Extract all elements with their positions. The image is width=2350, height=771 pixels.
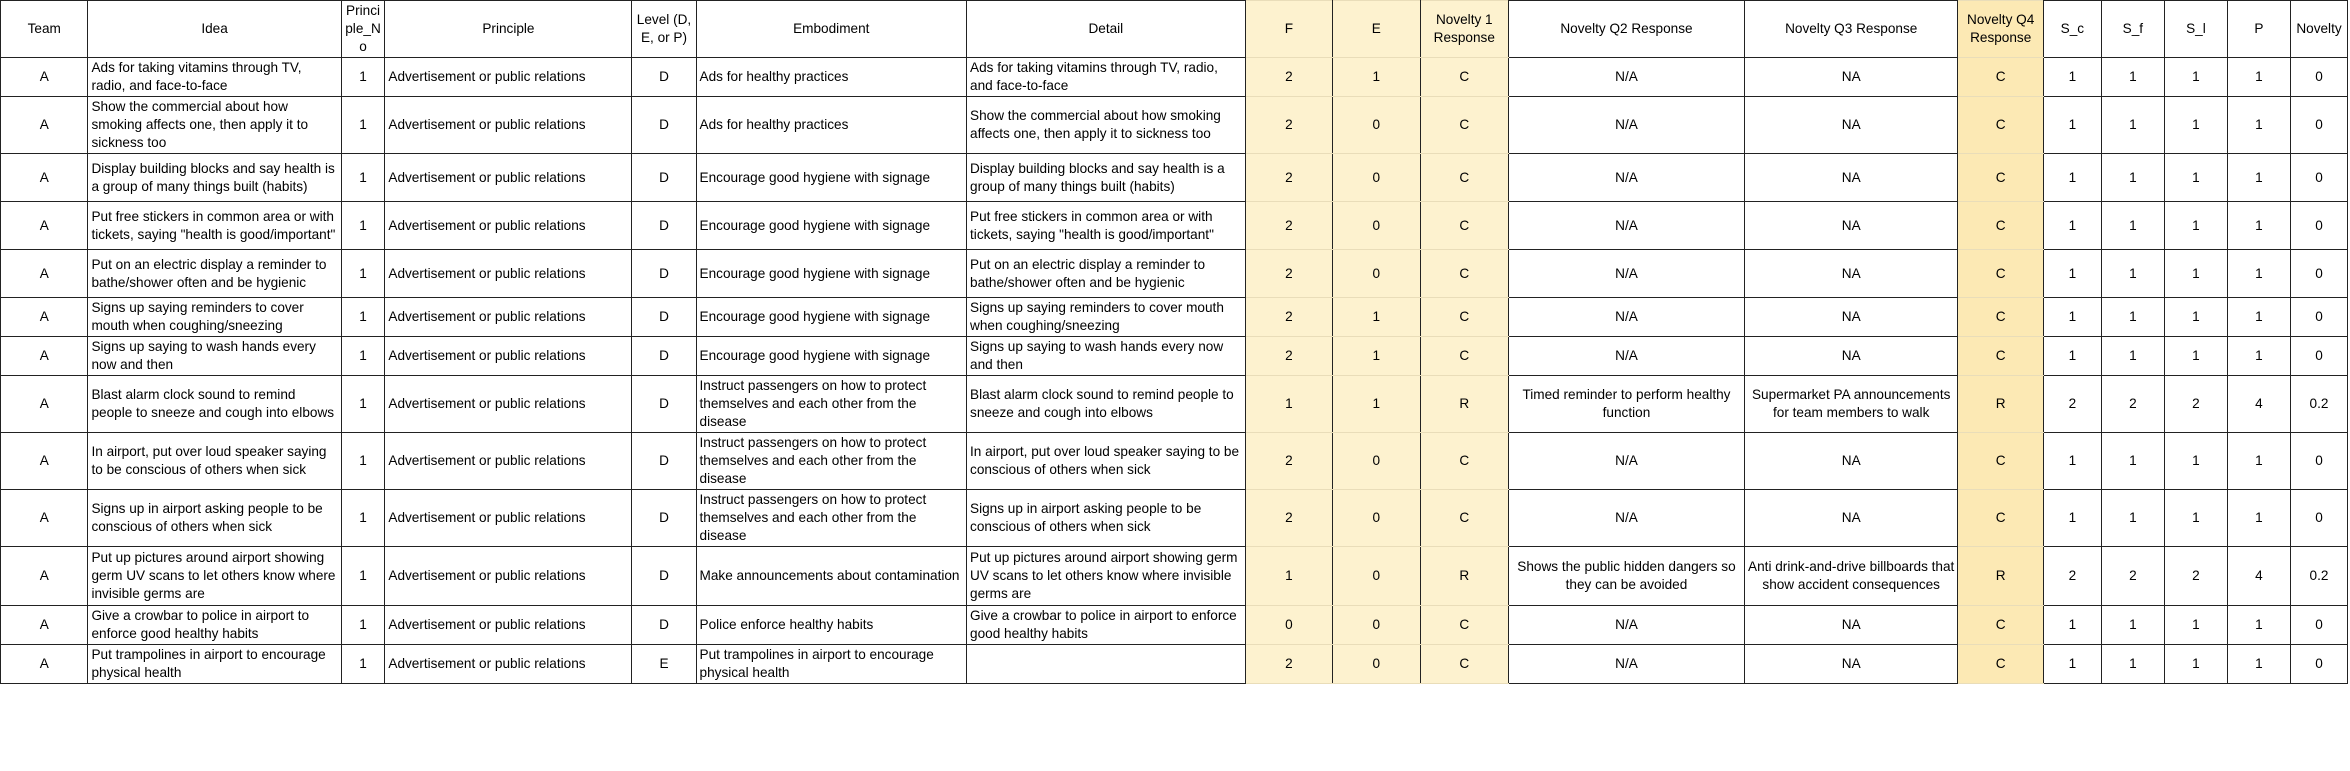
column-header-principle-no[interactable]: Principle_No [341, 1, 385, 58]
cell-embodiment[interactable]: Put trampolines in airport to encourage physical health [696, 645, 966, 684]
cell-detail[interactable]: In airport, put over loud speaker saying to be conscious of others when sick [967, 433, 1246, 490]
cell-e-score[interactable]: 1 [1333, 58, 1420, 97]
cell-s-l[interactable]: 1 [2164, 606, 2227, 645]
cell-s-l[interactable]: 2 [2164, 376, 2227, 433]
cell-f-score[interactable]: 2 [1245, 58, 1332, 97]
header-row [1, 1, 2348, 58]
cell-p-score[interactable]: 1 [2227, 490, 2290, 547]
cell-novelty-q2[interactable]: Timed reminder to perform healthy function [1509, 376, 1745, 433]
table-row [1, 547, 2348, 606]
cell-s-c[interactable]: 1 [2043, 58, 2101, 97]
cell-novelty-q2[interactable]: N/A [1509, 58, 1745, 97]
cell-level[interactable]: D [632, 547, 696, 606]
cell-novelty-q3[interactable]: NA [1744, 490, 1958, 547]
cell-principle[interactable]: Advertisement or public relations [385, 606, 632, 645]
cell-idea[interactable]: In airport, put over loud speaker saying to be conscious of others when sick [88, 433, 341, 490]
cell-team[interactable]: A [1, 202, 88, 250]
cell-idea[interactable]: Display building blocks and say health is a group of many things built (habits) [88, 154, 341, 202]
cell-s-l[interactable]: 1 [2164, 97, 2227, 154]
cell-principle-no[interactable]: 1 [341, 645, 385, 684]
cell-principle[interactable]: Advertisement or public relations [385, 645, 632, 684]
cell-p-score[interactable]: 1 [2227, 97, 2290, 154]
cell-s-f[interactable]: 1 [2101, 298, 2164, 337]
cell-novelty[interactable]: 0.2 [2290, 547, 2347, 606]
cell-novelty-q3[interactable]: Supermarket PA announcements for team members to walk [1744, 376, 1958, 433]
cell-detail[interactable]: Signs up saying reminders to cover mouth when coughing/sneezing [967, 298, 1246, 337]
cell-novelty-q4[interactable]: C [1958, 645, 2043, 684]
cell-principle-no[interactable]: 1 [341, 490, 385, 547]
cell-principle[interactable]: Advertisement or public relations [385, 58, 632, 97]
cell-p-score[interactable]: 4 [2227, 547, 2290, 606]
cell-e-score[interactable]: 0 [1333, 433, 1420, 490]
cell-e-score[interactable]: 0 [1333, 202, 1420, 250]
column-header-novelty-q4[interactable]: Novelty Q4 Response [1958, 1, 2043, 58]
cell-novelty-q2[interactable]: N/A [1509, 606, 1745, 645]
cell-s-f[interactable]: 1 [2101, 645, 2164, 684]
cell-detail[interactable]: Put free stickers in common area or with tickets, saying "health is good/important" [967, 202, 1246, 250]
cell-p-score[interactable]: 4 [2227, 376, 2290, 433]
cell-novelty-q4[interactable]: R [1958, 376, 2043, 433]
cell-novelty-q3[interactable]: NA [1744, 250, 1958, 298]
cell-e-score[interactable]: 0 [1333, 250, 1420, 298]
cell-s-f[interactable]: 1 [2101, 97, 2164, 154]
cell-novelty-q1[interactable]: C [1420, 58, 1508, 97]
table-row [1, 337, 2348, 376]
cell-principle[interactable]: Advertisement or public relations [385, 154, 632, 202]
cell-novelty-q3[interactable]: NA [1744, 97, 1958, 154]
cell-novelty-q4[interactable]: C [1958, 202, 2043, 250]
cell-embodiment[interactable]: Ads for healthy practices [696, 97, 966, 154]
cell-novelty[interactable]: 0 [2290, 202, 2347, 250]
cell-e-score[interactable]: 1 [1333, 337, 1420, 376]
cell-s-l[interactable]: 1 [2164, 202, 2227, 250]
cell-team[interactable]: A [1, 433, 88, 490]
cell-level[interactable]: D [632, 97, 696, 154]
cell-level[interactable]: D [632, 606, 696, 645]
cell-novelty-q2[interactable]: N/A [1509, 97, 1745, 154]
cell-principle-no[interactable]: 1 [341, 58, 385, 97]
cell-e-score[interactable]: 1 [1333, 376, 1420, 433]
cell-s-l[interactable]: 1 [2164, 154, 2227, 202]
column-header-novelty-q2[interactable]: Novelty Q2 Response [1509, 1, 1745, 58]
cell-team[interactable]: A [1, 97, 88, 154]
cell-embodiment[interactable]: Encourage good hygiene with signage [696, 298, 966, 337]
cell-embodiment[interactable]: Encourage good hygiene with signage [696, 337, 966, 376]
cell-p-score[interactable]: 1 [2227, 433, 2290, 490]
cell-f-score[interactable]: 2 [1245, 250, 1332, 298]
cell-team[interactable]: A [1, 337, 88, 376]
column-header-p-score[interactable]: P [2227, 1, 2290, 58]
cell-novelty-q1[interactable]: C [1420, 433, 1508, 490]
cell-f-score[interactable]: 2 [1245, 154, 1332, 202]
cell-level[interactable]: D [632, 433, 696, 490]
cell-novelty-q3[interactable]: NA [1744, 202, 1958, 250]
table-row [1, 298, 2348, 337]
cell-level[interactable]: D [632, 58, 696, 97]
cell-novelty[interactable]: 0 [2290, 97, 2347, 154]
cell-s-f[interactable]: 1 [2101, 490, 2164, 547]
table-row [1, 250, 2348, 298]
cell-detail[interactable]: Give a crowbar to police in airport to enforce good healthy habits [967, 606, 1246, 645]
cell-principle[interactable]: Advertisement or public relations [385, 337, 632, 376]
table-row [1, 433, 2348, 490]
cell-p-score[interactable]: 1 [2227, 58, 2290, 97]
cell-embodiment[interactable]: Police enforce healthy habits [696, 606, 966, 645]
cell-detail[interactable]: Show the commercial about how smoking affects one, then apply it to sickness too [967, 97, 1246, 154]
cell-idea[interactable]: Give a crowbar to police in airport to enforce good healthy habits [88, 606, 341, 645]
cell-detail[interactable]: Display building blocks and say health is a group of many things built (habits) [967, 154, 1246, 202]
cell-embodiment[interactable]: Instruct passengers on how to protect themselves and each other from the disease [696, 433, 966, 490]
cell-novelty-q4[interactable]: C [1958, 58, 2043, 97]
cell-idea[interactable]: Show the commercial about how smoking affects one, then apply it to sickness too [88, 97, 341, 154]
cell-detail[interactable]: Ads for taking vitamins through TV, radio, and face-to-face [967, 58, 1246, 97]
cell-principle[interactable]: Advertisement or public relations [385, 250, 632, 298]
cell-embodiment[interactable]: Encourage good hygiene with signage [696, 250, 966, 298]
cell-s-l[interactable]: 1 [2164, 298, 2227, 337]
cell-team[interactable]: A [1, 250, 88, 298]
cell-s-f[interactable]: 2 [2101, 547, 2164, 606]
cell-detail[interactable] [967, 645, 1246, 684]
cell-novelty-q2[interactable]: N/A [1509, 154, 1745, 202]
cell-novelty-q4[interactable]: C [1958, 250, 2043, 298]
cell-novelty[interactable]: 0 [2290, 298, 2347, 337]
cell-team[interactable]: A [1, 547, 88, 606]
cell-level[interactable]: D [632, 154, 696, 202]
cell-s-c[interactable]: 1 [2043, 433, 2101, 490]
cell-novelty-q2[interactable]: N/A [1509, 490, 1745, 547]
cell-novelty-q3[interactable]: NA [1744, 154, 1958, 202]
cell-principle-no[interactable]: 1 [341, 376, 385, 433]
cell-e-score[interactable]: 0 [1333, 645, 1420, 684]
cell-idea[interactable]: Put up pictures around airport showing germ UV scans to let others know where invisible germs are [88, 547, 341, 606]
cell-f-score[interactable]: 2 [1245, 97, 1332, 154]
cell-novelty[interactable]: 0 [2290, 58, 2347, 97]
cell-embodiment[interactable]: Instruct passengers on how to protect themselves and each other from the disease [696, 490, 966, 547]
cell-level[interactable]: D [632, 250, 696, 298]
cell-idea[interactable]: Put free stickers in common area or with tickets, saying "health is good/important" [88, 202, 341, 250]
cell-f-score[interactable]: 0 [1245, 606, 1332, 645]
cell-team[interactable]: A [1, 645, 88, 684]
cell-s-f[interactable]: 1 [2101, 433, 2164, 490]
cell-p-score[interactable]: 1 [2227, 606, 2290, 645]
cell-novelty[interactable]: 0 [2290, 337, 2347, 376]
cell-novelty[interactable]: 0 [2290, 645, 2347, 684]
table-row [1, 606, 2348, 645]
cell-novelty-q2[interactable]: N/A [1509, 337, 1745, 376]
cell-s-f[interactable]: 1 [2101, 154, 2164, 202]
cell-embodiment[interactable]: Encourage good hygiene with signage [696, 154, 966, 202]
cell-f-score[interactable]: 1 [1245, 547, 1332, 606]
cell-s-l[interactable]: 1 [2164, 58, 2227, 97]
cell-e-score[interactable]: 0 [1333, 490, 1420, 547]
cell-novelty-q4[interactable]: C [1958, 490, 2043, 547]
cell-novelty-q4[interactable]: C [1958, 298, 2043, 337]
column-header-idea[interactable]: Idea [88, 1, 341, 58]
cell-novelty-q3[interactable]: NA [1744, 58, 1958, 97]
cell-novelty[interactable]: 0 [2290, 433, 2347, 490]
cell-s-f[interactable]: 1 [2101, 58, 2164, 97]
cell-novelty-q2[interactable]: N/A [1509, 298, 1745, 337]
cell-s-c[interactable]: 2 [2043, 376, 2101, 433]
cell-e-score[interactable]: 0 [1333, 154, 1420, 202]
cell-principle-no[interactable]: 1 [341, 202, 385, 250]
cell-novelty-q1[interactable]: C [1420, 97, 1508, 154]
column-header-s-f[interactable]: S_f [2101, 1, 2164, 58]
column-header-embodiment[interactable]: Embodiment [696, 1, 966, 58]
cell-principle-no[interactable]: 1 [341, 250, 385, 298]
cell-team[interactable]: A [1, 606, 88, 645]
cell-s-l[interactable]: 2 [2164, 547, 2227, 606]
cell-s-f[interactable]: 2 [2101, 376, 2164, 433]
cell-embodiment[interactable]: Encourage good hygiene with signage [696, 202, 966, 250]
cell-e-score[interactable]: 0 [1333, 97, 1420, 154]
cell-team[interactable]: A [1, 490, 88, 547]
cell-e-score[interactable]: 0 [1333, 606, 1420, 645]
cell-s-l[interactable]: 1 [2164, 337, 2227, 376]
cell-f-score[interactable]: 2 [1245, 337, 1332, 376]
cell-novelty-q3[interactable]: NA [1744, 337, 1958, 376]
cell-novelty-q2[interactable]: N/A [1509, 645, 1745, 684]
cell-team[interactable]: A [1, 58, 88, 97]
cell-idea[interactable]: Signs up saying to wash hands every now and then [88, 337, 341, 376]
cell-level[interactable]: E [632, 645, 696, 684]
cell-novelty-q1[interactable]: C [1420, 298, 1508, 337]
column-header-s-l[interactable]: S_l [2164, 1, 2227, 58]
column-header-team[interactable]: Team [1, 1, 88, 58]
cell-novelty-q4[interactable]: C [1958, 337, 2043, 376]
table-row [1, 376, 2348, 433]
cell-detail[interactable]: Put on an electric display a reminder to bathe/shower often and be hygienic [967, 250, 1246, 298]
cell-novelty-q3[interactable]: NA [1744, 645, 1958, 684]
column-header-novelty-q3[interactable]: Novelty Q3 Response [1744, 1, 1958, 58]
cell-s-f[interactable]: 1 [2101, 606, 2164, 645]
cell-novelty-q3[interactable]: Anti drink-and-drive billboards that show accident consequences [1744, 547, 1958, 606]
cell-p-score[interactable]: 1 [2227, 250, 2290, 298]
cell-detail[interactable]: Signs up saying to wash hands every now and then [967, 337, 1246, 376]
column-header-principle[interactable]: Principle [385, 1, 632, 58]
cell-f-score[interactable]: 2 [1245, 433, 1332, 490]
cell-e-score[interactable]: 1 [1333, 298, 1420, 337]
cell-principle-no[interactable]: 1 [341, 154, 385, 202]
cell-embodiment[interactable]: Ads for healthy practices [696, 58, 966, 97]
cell-novelty[interactable]: 0 [2290, 490, 2347, 547]
cell-novelty-q1[interactable]: R [1420, 547, 1508, 606]
cell-novelty-q2[interactable]: Shows the public hidden dangers so they can be avoided [1509, 547, 1745, 606]
cell-novelty[interactable]: 0 [2290, 250, 2347, 298]
column-header-e-score[interactable]: E [1333, 1, 1420, 58]
cell-novelty-q3[interactable]: NA [1744, 606, 1958, 645]
cell-detail[interactable]: Signs up in airport asking people to be conscious of others when sick [967, 490, 1246, 547]
cell-embodiment[interactable]: Instruct passengers on how to protect themselves and each other from the disease [696, 376, 966, 433]
column-header-f-score[interactable]: F [1245, 1, 1332, 58]
cell-novelty-q4[interactable]: C [1958, 606, 2043, 645]
cell-novelty-q4[interactable]: C [1958, 154, 2043, 202]
cell-novelty-q4[interactable]: C [1958, 433, 2043, 490]
cell-novelty-q4[interactable]: R [1958, 547, 2043, 606]
table-row [1, 202, 2348, 250]
cell-s-c[interactable]: 1 [2043, 250, 2101, 298]
cell-principle[interactable]: Advertisement or public relations [385, 97, 632, 154]
cell-s-c[interactable]: 1 [2043, 154, 2101, 202]
cell-principle-no[interactable]: 1 [341, 337, 385, 376]
cell-level[interactable]: D [632, 490, 696, 547]
table-row [1, 58, 2348, 97]
table-row [1, 490, 2348, 547]
cell-principle-no[interactable]: 1 [341, 433, 385, 490]
cell-principle-no[interactable]: 1 [341, 97, 385, 154]
cell-novelty[interactable]: 0 [2290, 606, 2347, 645]
column-header-novelty[interactable]: Novelty [2290, 1, 2347, 58]
cell-s-l[interactable]: 1 [2164, 490, 2227, 547]
cell-novelty[interactable]: 0.2 [2290, 376, 2347, 433]
cell-s-c[interactable]: 1 [2043, 97, 2101, 154]
cell-principle[interactable]: Advertisement or public relations [385, 547, 632, 606]
cell-level[interactable]: D [632, 202, 696, 250]
cell-novelty-q1[interactable]: C [1420, 250, 1508, 298]
cell-idea[interactable]: Signs up saying reminders to cover mouth when coughing/sneezing [88, 298, 341, 337]
cell-level[interactable]: D [632, 337, 696, 376]
cell-principle[interactable]: Advertisement or public relations [385, 490, 632, 547]
cell-f-score[interactable]: 2 [1245, 490, 1332, 547]
cell-novelty-q4[interactable]: C [1958, 97, 2043, 154]
cell-s-l[interactable]: 1 [2164, 433, 2227, 490]
cell-p-score[interactable]: 1 [2227, 154, 2290, 202]
cell-novelty-q1[interactable]: C [1420, 154, 1508, 202]
cell-novelty-q1[interactable]: C [1420, 645, 1508, 684]
cell-team[interactable]: A [1, 298, 88, 337]
cell-s-l[interactable]: 1 [2164, 250, 2227, 298]
cell-detail[interactable]: Blast alarm clock sound to remind people to sneeze and cough into elbows [967, 376, 1246, 433]
cell-novelty-q2[interactable]: N/A [1509, 250, 1745, 298]
cell-p-score[interactable]: 1 [2227, 202, 2290, 250]
cell-p-score[interactable]: 1 [2227, 298, 2290, 337]
column-header-level[interactable]: Level (D, E, or P) [632, 1, 696, 58]
cell-s-f[interactable]: 1 [2101, 202, 2164, 250]
cell-s-c[interactable]: 1 [2043, 645, 2101, 684]
cell-idea[interactable]: Put on an electric display a reminder to bathe/shower often and be hygienic [88, 250, 341, 298]
cell-novelty-q1[interactable]: C [1420, 490, 1508, 547]
cell-novelty-q1[interactable]: R [1420, 376, 1508, 433]
cell-level[interactable]: D [632, 298, 696, 337]
cell-s-c[interactable]: 1 [2043, 298, 2101, 337]
cell-idea[interactable]: Blast alarm clock sound to remind people to sneeze and cough into elbows [88, 376, 341, 433]
cell-s-c[interactable]: 1 [2043, 202, 2101, 250]
cell-novelty[interactable]: 0 [2290, 154, 2347, 202]
cell-f-score[interactable]: 2 [1245, 645, 1332, 684]
cell-novelty-q1[interactable]: C [1420, 606, 1508, 645]
cell-principle[interactable]: Advertisement or public relations [385, 202, 632, 250]
cell-team[interactable]: A [1, 376, 88, 433]
cell-principle[interactable]: Advertisement or public relations [385, 433, 632, 490]
cell-novelty-q3[interactable]: NA [1744, 433, 1958, 490]
cell-principle-no[interactable]: 1 [341, 298, 385, 337]
cell-s-f[interactable]: 1 [2101, 337, 2164, 376]
cell-s-c[interactable]: 2 [2043, 547, 2101, 606]
cell-s-c[interactable]: 1 [2043, 337, 2101, 376]
cell-level[interactable]: D [632, 376, 696, 433]
cell-idea[interactable]: Put trampolines in airport to encourage physical health [88, 645, 341, 684]
table-row [1, 645, 2348, 684]
cell-embodiment[interactable]: Make announcements about contamination [696, 547, 966, 606]
cell-principle[interactable]: Advertisement or public relations [385, 376, 632, 433]
column-header-s-c[interactable]: S_c [2043, 1, 2101, 58]
table-row [1, 154, 2348, 202]
cell-detail[interactable]: Put up pictures around airport showing germ UV scans to let others know where invisible germs are [967, 547, 1246, 606]
cell-principle[interactable]: Advertisement or public relations [385, 298, 632, 337]
column-header-novelty-q1[interactable]: Novelty 1 Response [1420, 1, 1508, 58]
cell-novelty-q1[interactable]: C [1420, 337, 1508, 376]
column-header-detail[interactable]: Detail [967, 1, 1246, 58]
table-row [1, 97, 2348, 154]
cell-f-score[interactable]: 2 [1245, 202, 1332, 250]
cell-f-score[interactable]: 1 [1245, 376, 1332, 433]
cell-novelty-q2[interactable]: N/A [1509, 202, 1745, 250]
cell-s-l[interactable]: 1 [2164, 645, 2227, 684]
cell-e-score[interactable]: 0 [1333, 547, 1420, 606]
cell-s-f[interactable]: 1 [2101, 250, 2164, 298]
cell-idea[interactable]: Ads for taking vitamins through TV, radio, and face-to-face [88, 58, 341, 97]
cell-p-score[interactable]: 1 [2227, 337, 2290, 376]
cell-principle-no[interactable]: 1 [341, 606, 385, 645]
cell-s-c[interactable]: 1 [2043, 606, 2101, 645]
cell-team[interactable]: A [1, 154, 88, 202]
cell-novelty-q3[interactable]: NA [1744, 298, 1958, 337]
cell-novelty-q1[interactable]: C [1420, 202, 1508, 250]
cell-s-c[interactable]: 1 [2043, 490, 2101, 547]
cell-novelty-q2[interactable]: N/A [1509, 433, 1745, 490]
cell-idea[interactable]: Signs up in airport asking people to be conscious of others when sick [88, 490, 341, 547]
cell-f-score[interactable]: 2 [1245, 298, 1332, 337]
cell-p-score[interactable]: 1 [2227, 645, 2290, 684]
cell-principle-no[interactable]: 1 [341, 547, 385, 606]
